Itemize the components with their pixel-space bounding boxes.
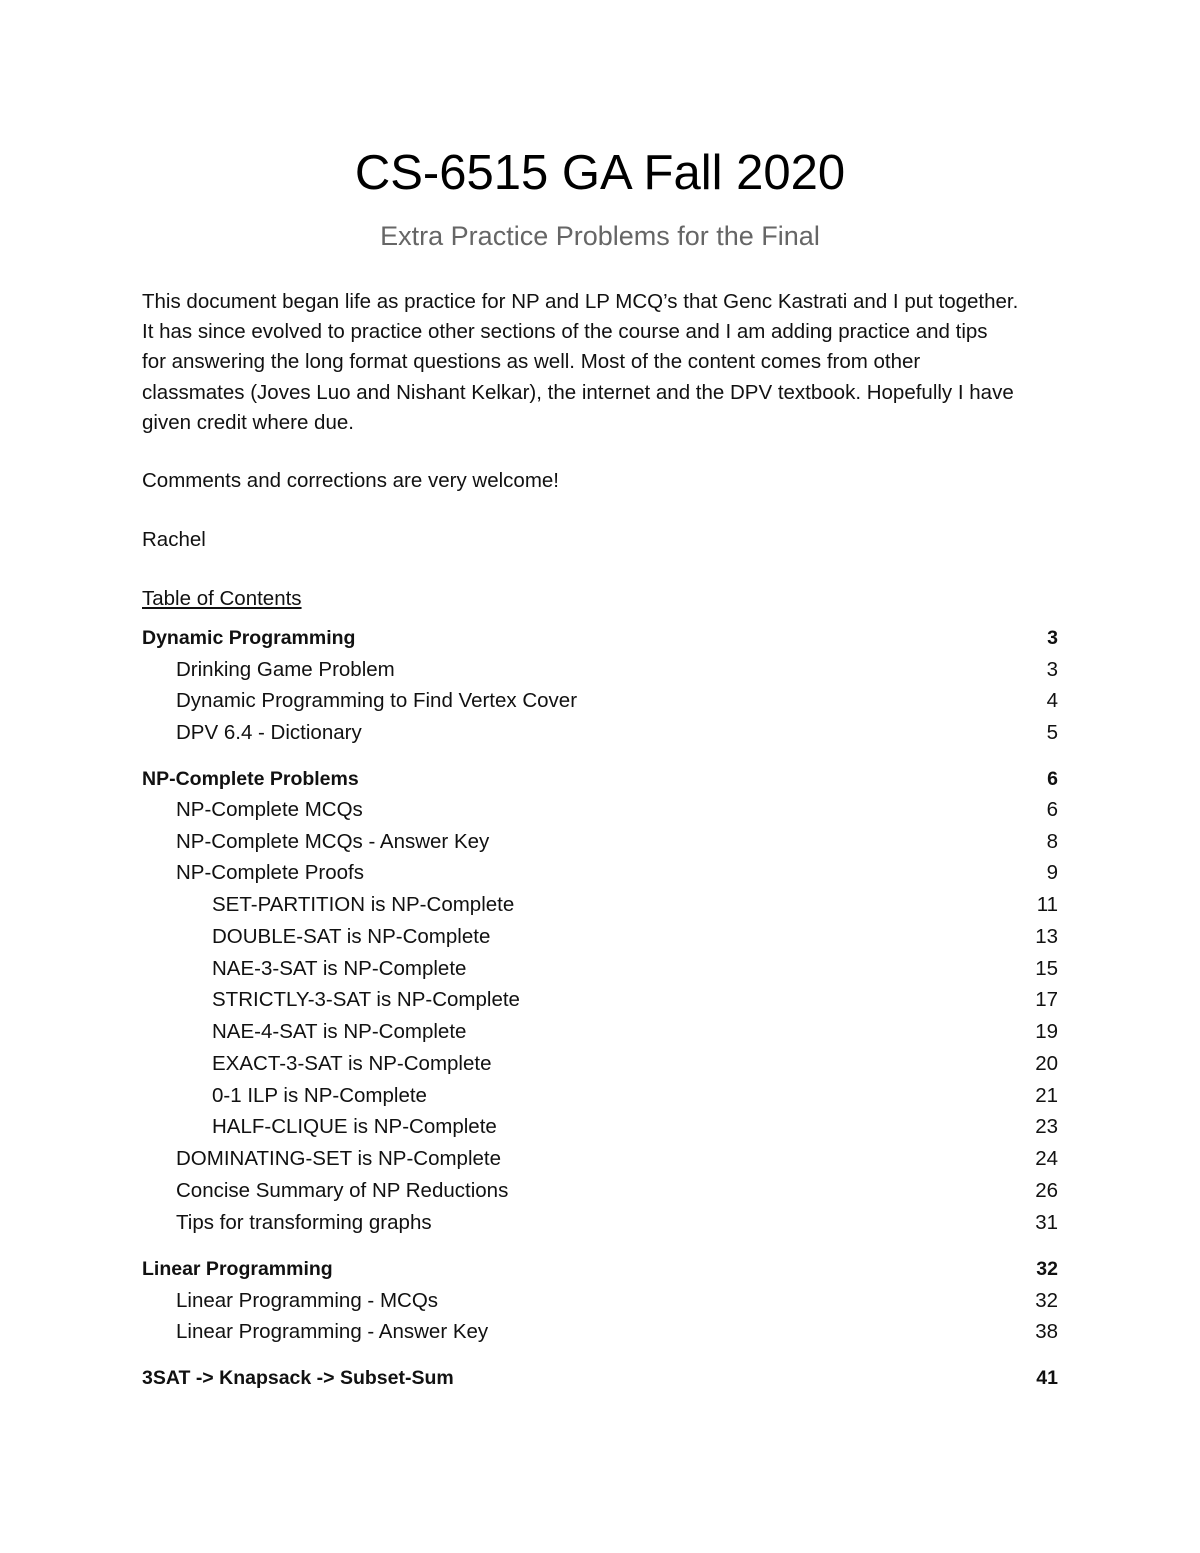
toc-entry-dpv-dictionary[interactable] xyxy=(0,718,1200,748)
toc-entry-exact-3-sat[interactable] xyxy=(0,1049,1200,1079)
intro-line: for answering the long format questions as well. Most of the content comes from other xyxy=(142,350,921,374)
toc-entry-label: DPV 6.4 - Dictionary xyxy=(176,721,362,744)
toc-entry-label: NP-Complete MCQs xyxy=(176,798,363,821)
toc-entry-label: NP-Complete MCQs - Answer Key xyxy=(176,830,490,853)
toc-entry-label: NP-Complete Problems xyxy=(142,768,359,790)
toc-entry-np-mcqs-answer-key[interactable] xyxy=(0,827,1200,857)
toc-entry-half-clique[interactable] xyxy=(0,1112,1200,1142)
toc-entry-page: 11 xyxy=(1036,893,1058,916)
toc-entry-page: 21 xyxy=(1035,1084,1058,1107)
toc-entry-page: 32 xyxy=(1035,1289,1058,1312)
toc-entry-page: 3 xyxy=(1046,658,1058,681)
toc-entry-label: 3SAT -> Knapsack -> Subset-Sum xyxy=(142,1367,454,1389)
toc-entry-page: 41 xyxy=(1036,1367,1058,1389)
toc-entry-np-mcqs[interactable] xyxy=(0,795,1200,825)
toc-entry-page: 3 xyxy=(1047,627,1058,649)
intro-line: classmates (Joves Luo and Nishant Kelkar), the internet and the DPV textbook. Hopefully I have xyxy=(142,380,1014,404)
toc-entry-nae-3-sat[interactable] xyxy=(0,954,1200,984)
toc-entry-label: NP-Complete Proofs xyxy=(176,861,364,884)
toc-entry-page: 6 xyxy=(1046,798,1058,821)
toc-entry-lp-answer-key[interactable] xyxy=(0,1317,1200,1347)
document-title: CS-6515 GA Fall 2020 xyxy=(354,146,846,200)
intro-line: This document began life as practice for NP and LP MCQ’s that Genc Kastrati and I put together. xyxy=(142,290,1019,313)
document-subtitle: Extra Practice Problems for the Final xyxy=(380,221,820,251)
toc-entry-lp-mcqs[interactable] xyxy=(0,1286,1200,1316)
intro-line: given credit where due. xyxy=(142,410,354,434)
toc-entry-page: 24 xyxy=(1035,1147,1058,1170)
toc-entry-page: 17 xyxy=(1035,988,1058,1011)
toc-entry-label: NAE-4-SAT is NP-Complete xyxy=(212,1020,467,1043)
toc-entry-label: DOUBLE-SAT is NP-Complete xyxy=(212,925,491,948)
toc-entry-page: 32 xyxy=(1036,1258,1058,1280)
toc-entry-np-proofs[interactable] xyxy=(0,858,1200,888)
toc-entry-nae-4-sat[interactable] xyxy=(0,1017,1200,1047)
toc-entry-label: DOMINATING-SET is NP-Complete xyxy=(176,1147,502,1170)
toc-entry-label: Concise Summary of NP Reductions xyxy=(176,1179,509,1202)
toc-entry-page: 20 xyxy=(1035,1052,1058,1075)
toc-heading: Table of Contents xyxy=(142,587,302,610)
toc-entry-page: 4 xyxy=(1046,689,1058,712)
toc-entry-page: 13 xyxy=(1035,925,1058,948)
toc-entry-label: HALF-CLIQUE is NP-Complete xyxy=(212,1115,497,1138)
toc-entry-label: Linear Programming xyxy=(142,1258,333,1280)
toc-entry-page: 15 xyxy=(1035,957,1058,980)
toc-entry-page: 19 xyxy=(1035,1020,1058,1043)
toc-entry-label: STRICTLY-3-SAT is NP-Complete xyxy=(212,988,520,1011)
toc-entry-dominating-set[interactable] xyxy=(0,1144,1200,1174)
toc-entry-label: Tips for transforming graphs xyxy=(176,1211,432,1234)
toc-entry-strictly-3-sat[interactable] xyxy=(0,985,1200,1015)
toc-entry-label: NAE-3-SAT is NP-Complete xyxy=(212,957,467,980)
toc-entry-label: Linear Programming - Answer Key xyxy=(176,1320,489,1343)
toc-entry-3sat-knapsack-subset-sum[interactable] xyxy=(0,1363,1200,1393)
intro-paragraph xyxy=(142,287,1072,438)
toc-entry-page: 38 xyxy=(1035,1320,1058,1343)
toc-entry-page: 6 xyxy=(1047,768,1058,790)
toc-entry-label: Linear Programming - MCQs xyxy=(176,1289,439,1312)
toc-entry-label: 0-1 ILP is NP-Complete xyxy=(212,1084,427,1107)
toc-entry-double-sat[interactable] xyxy=(0,922,1200,952)
toc-entry-label: EXACT-3-SAT is NP-Complete xyxy=(212,1052,492,1075)
toc-entry-dynamic-programming[interactable] xyxy=(0,623,1200,653)
toc-entry-np-reductions-summary[interactable] xyxy=(0,1176,1200,1206)
toc-entry-label: Dynamic Programming to Find Vertex Cover xyxy=(176,689,578,712)
toc-entry-page: 8 xyxy=(1046,830,1058,853)
author-name: Rachel xyxy=(142,528,206,551)
toc-entry-set-partition[interactable] xyxy=(0,890,1200,920)
toc-entry-page: 26 xyxy=(1035,1179,1058,1202)
toc-entry-label: SET-PARTITION is NP-Complete xyxy=(212,893,515,916)
toc-entry-linear-programming[interactable] xyxy=(0,1254,1200,1284)
toc-entry-np-complete-problems[interactable] xyxy=(0,764,1200,794)
intro-line: It has since evolved to practice other sections of the course and I am adding practice and tips xyxy=(142,320,988,344)
toc-entry-page: 9 xyxy=(1046,861,1058,884)
toc-entry-page: 31 xyxy=(1035,1211,1058,1234)
toc-entry-label: Drinking Game Problem xyxy=(176,658,395,681)
toc-entry-page: 5 xyxy=(1046,721,1058,744)
toc-entry-transforming-graphs[interactable] xyxy=(0,1208,1200,1238)
toc-entry-vertex-cover[interactable] xyxy=(0,686,1200,716)
toc-entry-drinking-game[interactable] xyxy=(0,655,1200,685)
toc-entry-page: 23 xyxy=(1035,1115,1058,1138)
comments-note: Comments and corrections are very welcome! xyxy=(142,469,559,492)
toc-entry-0-1-ilp[interactable] xyxy=(0,1081,1200,1111)
toc-entry-label: Dynamic Programming xyxy=(142,627,356,649)
